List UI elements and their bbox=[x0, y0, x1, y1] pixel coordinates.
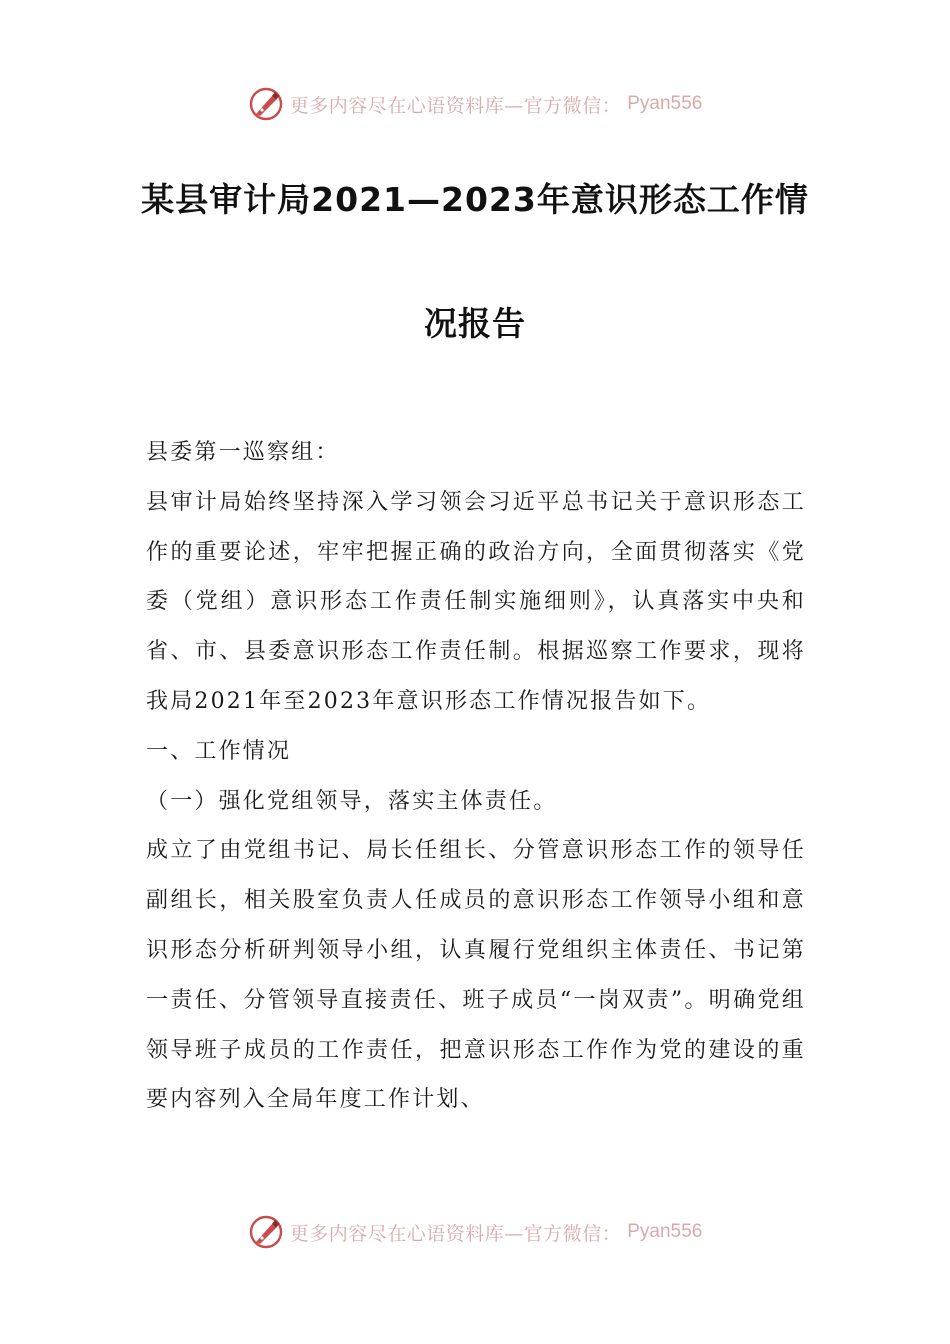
watermark-wechat-id: Pyan556 bbox=[627, 93, 703, 114]
footer-watermark bbox=[0, 1212, 950, 1252]
body-paragraph: 成立了由党组书记、局长任组长、分管意识形态工作的领导任副组长，相关股室负责人任成员的意识形态工作领导小组和意识形态分析研判领导小组，认真履行党组织主体责任、书记第一责任、分管领导直接责任、班子成员“一岗双责”。明确党组领导班子成员的工作责任，把意识形态工作作为党的建设的重要内容列入全局年度工作计划、 bbox=[146, 838, 806, 1113]
pen-nib-icon bbox=[248, 86, 284, 122]
intro-paragraph: 县审计局始终坚持深入学习领会习近平总书记关于意识形态工作的重要论述，牢牢把握正确的政治方向，全面贯彻落实《党委（党组）意识形态工作责任制实施细则》，认真落实中央和省、市、县委意识形态工作责任制。根据巡察工作要求，现将我局2021年至2023年意识形态工作情况报告如下。 bbox=[146, 489, 806, 714]
section-heading: 一、工作情况 bbox=[146, 738, 292, 764]
salutation: 县委第一巡察组： bbox=[146, 440, 340, 465]
subsection-heading: （一）强化党组领导，落实主体责任。 bbox=[146, 788, 558, 814]
watermark-text: 更多内容尽在心语资料库—官方微信： bbox=[289, 1222, 622, 1245]
document-body bbox=[146, 428, 806, 1125]
watermark-text: 更多内容尽在心语资料库—官方微信： bbox=[289, 94, 622, 117]
pen-nib-icon bbox=[248, 1214, 284, 1250]
header-watermark bbox=[0, 84, 950, 124]
document-title-line-1: 某县审计局2021—2023年意识形态工作情 bbox=[141, 180, 809, 219]
document-title-line-2: 况报告 bbox=[424, 304, 526, 343]
watermark-wechat-id: Pyan556 bbox=[627, 1221, 703, 1242]
